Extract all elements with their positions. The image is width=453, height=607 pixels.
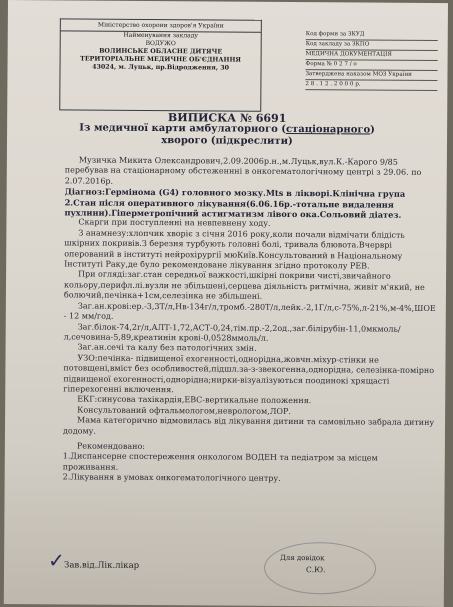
blood-test: Заг.ан.крові:ер.-3,3Т/л,Нв-134г/л,тромб.-280Т/л,лейк.-2,1Г/л,с-75%,л-21%,м-4%,ШОЕ - 12 мм/год. <box>63 301 436 321</box>
code-zkpo: Код закладу за ЗКПО <box>306 40 438 51</box>
org-line-2: ТЕРИТОРІАЛЬНЕ МЕДИЧНЕ ОБ'ЄДНАННЯ <box>80 55 242 64</box>
subtitle-underlined: стаціонарного <box>285 123 371 136</box>
approved-date: 2 8 . 1 2 . 2 0 0 0 р. <box>305 80 437 91</box>
patient-line: Музичка Микита Олександрович,2.09.2006р.н.,м.Луцьк,вул.К.-Карого 9/85 <box>78 155 398 167</box>
exam: При огляді:заг.стан середньої важкості,шкірні покриви чисті,звичайного кольору,перифл.лі.вузли не збільшені,серцева діяльність ритмічна, живіт м'який, не болючий,печінка+1см,селезінка не збільшені. <box>63 269 425 302</box>
ultrasound: УЗО:печінка- підвищеної ехогенності,однорідна,жовчн.міхур-стінки не потовщені,вміст без особливостей,підшл.за-з-звекогенна,однорідна, селезінка-помірно підвищеної ехогенності,однорідна;нирки-візуалізуються поодинокі хрящасті гіперехогенні включення. <box>63 353 435 395</box>
doc-subtitle-2: хворого (підкреслити) <box>161 135 293 147</box>
complaints: Скарги при поступленні на невпевнену ходу. <box>78 217 271 229</box>
stay-line: перебував на стаціонарному обстеженнні в онкогематологічному центрі з 29.06. по 2.07.2016р. <box>64 165 422 186</box>
stamp-text: Для довідок <box>280 553 325 563</box>
subtitle-suffix: ) <box>370 124 375 136</box>
institution-box <box>59 30 262 111</box>
diagnosis: Діагноз:Гермінома (G4) головного мозку.Mts в лікворі.Клінічна група 2.Стан після оперативного лікування(6.06.16р.-тотальне видалення пухлини).Гіперметропічний астигматизм лівого ока.Сольовий діатез. <box>64 186 406 220</box>
biochem-test: Заг.білок-74,2г/л,АЛТ-1,72,АСТ-0,24,тім.пр.-2,2од.,заг.білірубін-11,0мкмоль/л,сечовина-5,89,креатинін крові-0,0528ммоль/л. <box>63 321 401 343</box>
ministry-label: Міністерство охорони здоров'я України <box>60 18 262 31</box>
consultation: Консультований офтальмологом,неврологом,ЛОР. <box>77 405 291 416</box>
med-doc-label: МЕДИЧНА ДОКУМЕНТАЦІЯ <box>306 50 438 61</box>
urine-test: Заг.ан.сечі та калу без патологічних змін. <box>77 342 257 354</box>
org-address: 43024, м. Луцьк, пр.Відродження, 30 <box>92 63 230 72</box>
form-number: Форма № 0 2 7 / о <box>306 60 438 71</box>
recommendations-title: Рекомендовано: <box>76 441 146 451</box>
doctor-initials: С.Ю. <box>305 565 326 575</box>
handwritten-check-icon: ✓ <box>48 548 65 573</box>
org-line-1: ВОЛИНСЬКЕ ОБЛАСНЕ ДИТЯЧЕ <box>99 47 223 56</box>
approved-label: Затверджена наказом МОЗ України <box>305 70 437 81</box>
recommendation-1: 1.Диспансерне спостереження онкологом ВОДЕН та педіатром за місцем проживання. <box>62 451 378 472</box>
ecg: ЕКГ:синусова тахікардія,ЕВС-вертикальне положення. <box>77 394 312 406</box>
code-zkud: Код форми за ЗКУД <box>306 30 438 41</box>
title-number: № 6691 <box>239 111 287 125</box>
title-word: ВИПИСКА <box>167 111 237 125</box>
institution-label: Найменування закладу <box>123 31 198 40</box>
subtitle-prefix: Із медичної карти амбулаторного ( <box>79 122 287 135</box>
signature-label: Зав.від.Лік.лікар <box>64 560 140 571</box>
anamnesis: З анамнезу:хлопчик хворіє з січня 2016 року,коли почали відмічати блідість шкірних покривів.З березня турбують головні болі, тривала блювота.Вчерврі оперований в інституті нейрохірургії мюКиїв.Консультований в Національному Інституті Раку,де було рекомендоване лікування згідно протоколу РЕВ. <box>64 228 405 271</box>
document-body <box>63 155 437 485</box>
recommendation-2: 2.Лікування в умовах онкогематологічного центру. <box>62 472 281 484</box>
refusal: Мама категорично відмовилась від лікування дитини та самовільно забрала дитину додому. <box>62 415 435 436</box>
received-stamp: ВОДУЖО <box>145 39 176 48</box>
form-codes <box>305 30 437 91</box>
document-page <box>4 0 448 607</box>
